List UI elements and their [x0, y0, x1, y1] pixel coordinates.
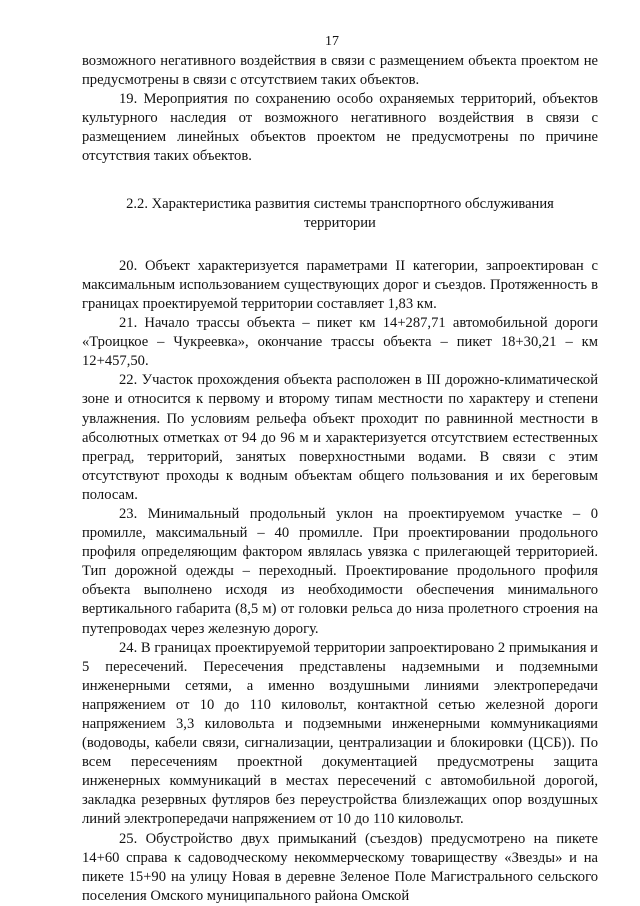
document-body — [82, 52, 598, 906]
paragraph-item-20: 20. Объект характеризуется параметрами II категории, запроектирован с максимальным использованием существующих дорог и съездов. Протяженность в границах проектируемой территории составляет 1,83 км. — [82, 257, 598, 312]
paragraph-item-24: 24. В границах проектируемой территории запроектировано 2 примыкания и 5 пересечений. Пересечения представлены надземными и подземными инженерными сетями, а именно воздушными линиями электропередачи напряжением от 10 до 110 киловольт, контактной сетью железной дороги напряжением 3,3 киловольта и подземными инженерными коммуникациями (водоводы, кабели связи, сигнализации, централизации и блокировки (ЦСБ)). По всем пересечениям проектной документацией предусмотрены защита инженерных коммуникаций в местах пересечений с автомобильной дорогой, закладка резервных футляров без переустройства близлежащих опор воздушных линий электропередачи напряжением от 10 до 110 киловольт. — [82, 639, 598, 828]
paragraph-item-22: 22. Участок прохождения объекта расположен в III дорожно-климатической зоне и относится к первому и второму типам местности по характеру и степени увлажнения. По условиям рельефа объект проходит по равнинной местности в абсолютных отметках от 94 до 96 м и характеризуется отсутствием естественных преград, территорий, занятых поверхностными водами. В связи с этим отсутствуют проходы к водным объектам общего пользования и их береговым полосам. — [82, 372, 598, 503]
paragraph-item-19: 19. Мероприятия по сохранению особо охраняемых территорий, объектов культурного наследия от возможного негативного воздействия в связи с размещением линейных объектов проектом не предусмотрены по причине отсутствия таких объектов. — [82, 91, 598, 165]
section-heading: 2.2. Характеристика развития системы транспортного обслуживания территории — [126, 195, 554, 231]
page-number: 17 — [325, 34, 339, 49]
paragraph-item-21: 21. Начало трассы объекта – пикет км 14+287,71 автомобильной дороги «Троицкое – Чукреевка», окончание трассы объекта – пикет 18+30,21 – км 12+457,50. — [82, 315, 598, 370]
paragraph-item-23: 23. Минимальный продольный уклон на проектируемом участке – 0 промилле, максимальный – 40 промилле. При проектировании продольного профиля определяющим фактором являлась увязка с прилегающей территорией. Тип дорожной одежды – переходный. Проектирование продольного профиля объекта выполнено исходя из необходимости обеспечения минимального вертикального габарита (8,5 м) от головки рельса до низа пролетного строения на путепроводах через железную дорогу. — [82, 505, 598, 637]
paragraph-item-25: 25. Обустройство двух примыканий (съездов) предусмотрено на пикете 14+60 справа к садоводческому некоммерческому товариществу «Звезды» и на пикете 15+90 на улицу Новая в деревне Зеленое Поле Магистрального сельского поселения Омского муниципального района Омской — [82, 830, 598, 904]
paragraph-continuation: возможного негативного воздействия в связи с размещением объекта проектом не предусмотрены в связи с отсутствием таких объектов. — [82, 53, 598, 89]
